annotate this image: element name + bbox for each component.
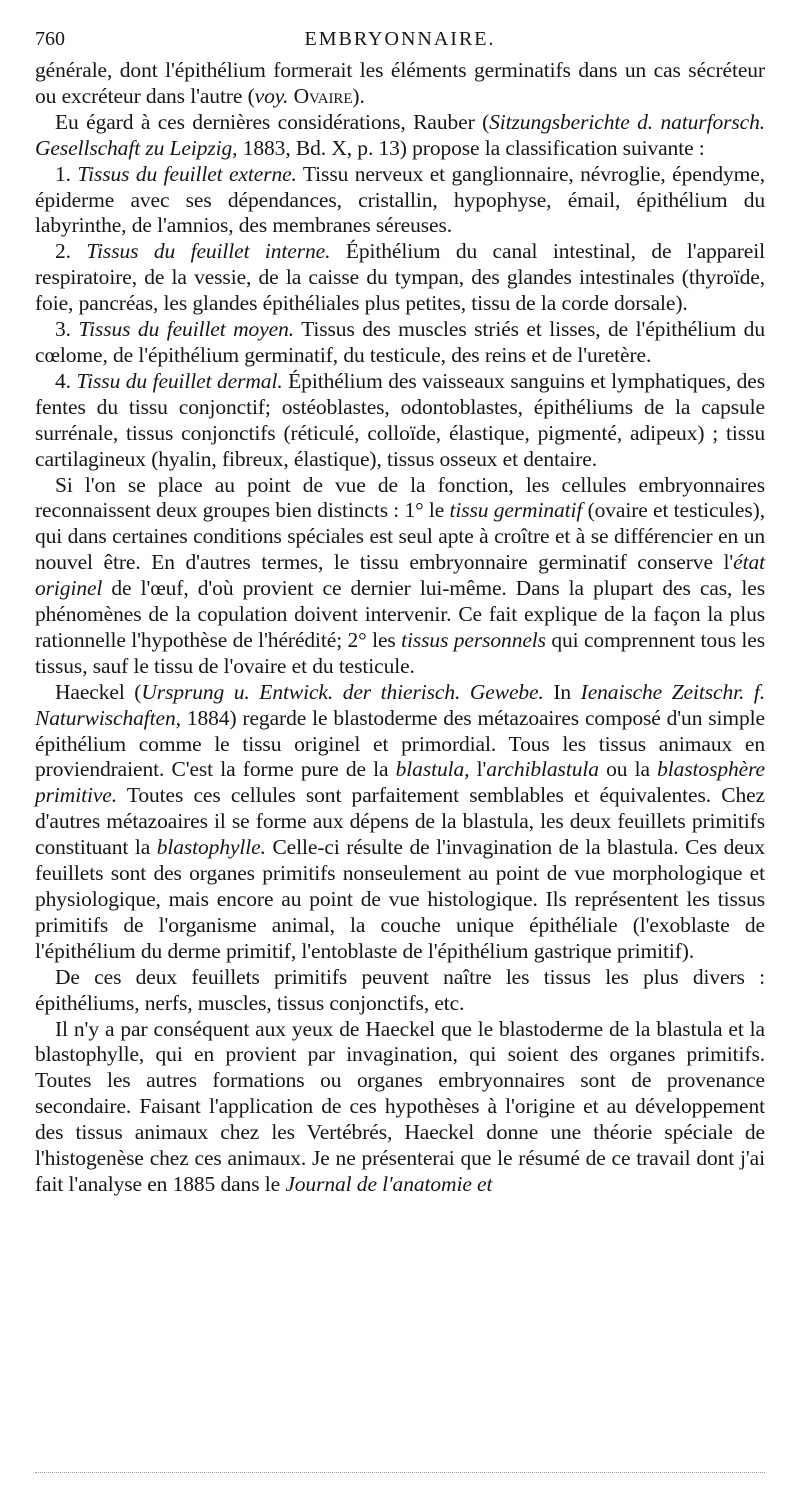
paragraph-fonction: Si l'on se place au point de vue de la fonction, les cellules embryonnaires reconnaissent deux groupes bien distincts : 1° le tissu germinatif (ovaire et testicules), qui dans certaines conditions spéciales est seul apte à croître et à se différencier en un nouvel être. En d'autres termes, le tissu embryonnaire germinatif conserve l'état originel de l'œuf, d'où provient ce dernier lui-même. Dans la plupart des cas, les phénomènes de la copulation doivent intervenir. Ce fait explique de la façon la plus rationnelle l'hypothèse de l'hérédité; 2° les tissus personnels qui comprennent tous les tissus, sauf le tissu de l'ovaire et du testicule. bbox=[35, 472, 765, 678]
list-item-2: 2. Tissus du feuillet interne. Épithélium du canal intestinal, de l'appareil respiratoire, de la vessie, de la caisse du tympan, des glandes intestinales (thyroïde, foie, pancréas, les glandes épithéliales plus petites, tissu de la corde dorsale). bbox=[35, 239, 765, 316]
citation-haeckel: Ursprung u. Entwick. der thierisch. Gewebe. bbox=[141, 679, 544, 704]
document-page bbox=[35, 28, 765, 1198]
cross-ref-ovaire: Ovaire bbox=[293, 83, 353, 108]
list-item-4: 4. Tissu du feuillet dermal. Épithélium des vaisseaux sanguins et lymphatiques, des fentes du tissu conjonctif; ostéoblastes, odontoblastes, épithéliums de la capsule surrénale, tissus conjonctifs (réticulé, colloïde, élastique, pigmenté, adipeux) ; tissu cartilagineux (hyalin, fibreux, élastique), tissus osseux et dentaire. bbox=[35, 368, 765, 471]
paragraph-rauber: Eu égard à ces dernières considérations, Rauber (Sitzungsberichte d. naturforsch. Gesellschaft zu Leipzig, 1883, Bd. X, p. 13) propose la classification suivante : bbox=[35, 109, 765, 160]
paragraph-haeckel: Haeckel (Ursprung u. Entwick. der thierisch. Gewebe. In Ienaische Zeitschr. f. Naturwischaften, 1884) regarde le blastoderme des métazoaires composé d'un simple épithélium comme le tissu originel et primordial. Tous les tissus animaux en proviendraient. C'est la forme pure de la blastula, l'archiblastula ou la blastosphère primitive. Toutes ces cellules sont parfaitement semblables et équivalentes. Chez d'autres métazoaires il se forme aux dépens de la blastula, les deux feuillets primitifs constituant la blastophylle. Celle-ci résulte de l'invagination de la blastula. Ces deux feuillets sont des organes primitifs nonseulement au point de vue morphologique et physiologique, mais encore au point de vue histologique. Ils représentent les tissus primitifs de l'organisme animal, la couche unique épithéliale (l'exoblaste de l'épithélium du derme primitif, l'entoblaste de l'épithélium gastrique primitif). bbox=[35, 679, 765, 963]
body-text bbox=[35, 58, 765, 1198]
citation-rauber: Sitzungsberichte d. naturforsch. Gesellschaft zu Leipzig, bbox=[35, 109, 765, 160]
list-item-3: 3. Tissus du feuillet moyen. Tissus des muscles striés et lisses, de l'épithélium du cœlome, de l'épithélium germinatif, du testicule, des reins et de l'uretère. bbox=[35, 317, 765, 367]
paragraph-feuillets: De ces deux feuillets primitifs peuvent naître les tissus les plus divers : épithéliums, nerfs, muscles, tissus conjonctifs, etc. bbox=[35, 964, 765, 1015]
citation-journal: Ienaische Zeitschr. f. Naturwischaften, bbox=[35, 679, 765, 730]
paragraph-continuation: générale, dont l'épithélium formerait les éléments germinatifs dans un cas sécréteur ou excréteur dans l'autre (voy. Ovaire). bbox=[35, 58, 765, 108]
running-title: EMBRYONNAIRE. bbox=[304, 28, 496, 50]
page-number: 760 bbox=[35, 28, 65, 50]
list-item-1-title: Tissus du feuillet externe. bbox=[77, 161, 297, 186]
citation-journal-anatomie: Journal de l'anatomie et bbox=[285, 1171, 493, 1196]
list-item-1: 1. Tissus du feuillet externe. Tissu nerveux et ganglionnaire, névroglie, épendyme, épiderme avec ses dépendances, cristallin, hypophyse, émail, épithélium du labyrinthe, de l'amnios, des membranes séreuses. bbox=[35, 161, 765, 238]
paragraph-consequent: Il n'y a par conséquent aux yeux de Haeckel que le blastoderme de la blastula et la blastophylle, qui en provient par invagination, qui soient des organes primitifs. Toutes les autres formations ou organes embryonnaires sont de provenance secondaire. Faisant l'application de ces hypothèses à l'origine et au développement des tissus animaux chez les Vertébrés, Haeckel donne une théorie spéciale de l'histogenèse chez ces animaux. Je ne présenterai que le résumé de ce travail dont j'ai fait l'analyse en 1885 dans le Journal de l'anatomie et bbox=[35, 1016, 765, 1196]
list-item-3-title: Tissus du feuillet moyen. bbox=[78, 317, 295, 342]
voy-abbrev: voy. bbox=[254, 83, 289, 108]
footer-divider bbox=[35, 1472, 765, 1473]
list-item-4-title: Tissu du feuillet dermal. bbox=[76, 368, 283, 393]
page-header bbox=[35, 28, 765, 56]
list-item-2-title: Tissus du feuillet interne. bbox=[86, 239, 331, 264]
